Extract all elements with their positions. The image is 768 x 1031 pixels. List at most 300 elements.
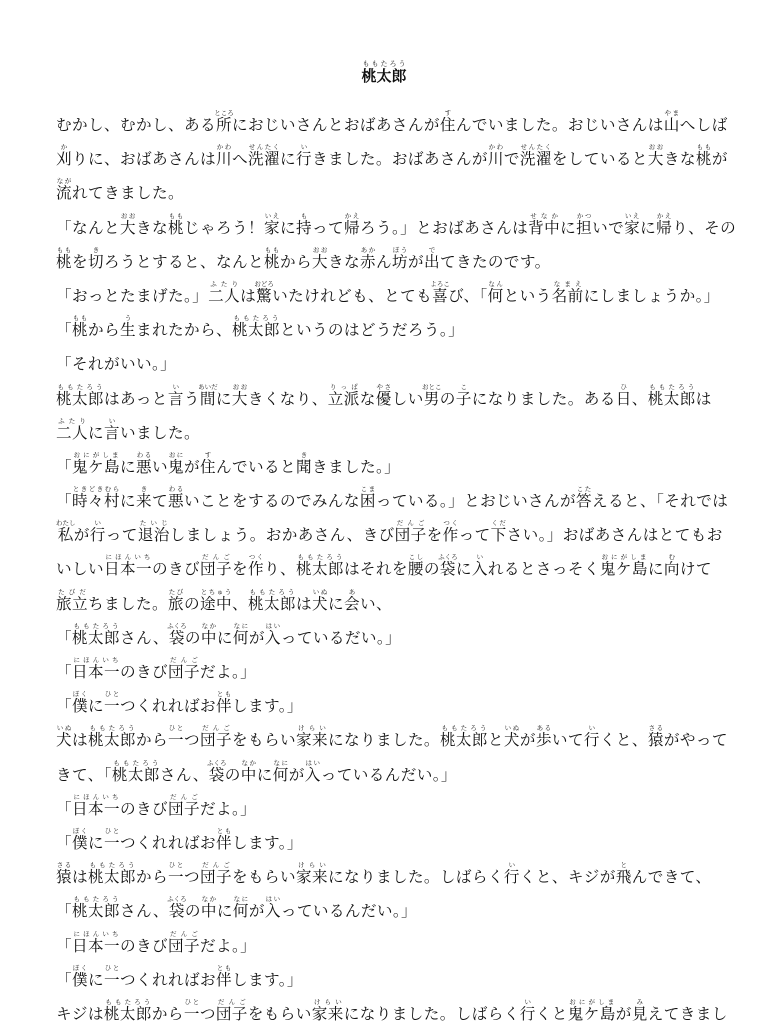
text-run: っているだい。」 (280, 628, 402, 647)
text-run: の (439, 389, 456, 408)
ruby-word (200, 895, 217, 921)
ruby-word (599, 553, 648, 579)
furigana: とちゅう (199, 587, 232, 596)
furigana: ひと (183, 997, 200, 1006)
ruby-base: 桃 (56, 252, 72, 271)
ruby-word (88, 861, 136, 887)
furigana: なか (200, 621, 217, 630)
ruby-base: 行 (503, 868, 520, 887)
text-run: ん (375, 252, 392, 271)
text-run: 「なんと (56, 218, 120, 237)
text-line (56, 929, 716, 963)
ruby-base: 私 (56, 526, 76, 545)
ruby-word (72, 450, 120, 476)
ruby-base: 袋 (167, 902, 187, 921)
ruby-base: 鬼ケ島 (599, 560, 648, 579)
text-run: の (423, 560, 440, 579)
text-run: を (426, 526, 443, 545)
text-line (56, 792, 716, 826)
furigana: にほんいち (103, 553, 152, 562)
ruby-word (199, 553, 232, 579)
ruby-base: 驚 (254, 286, 274, 305)
furigana: ひと (104, 963, 120, 972)
ruby-base: 持 (295, 218, 312, 237)
text-run: から (135, 731, 168, 750)
ruby-word (231, 314, 280, 340)
furigana: かわ (215, 143, 232, 152)
ruby-word (56, 587, 88, 613)
text-run: いことをするのでみんな (183, 492, 360, 511)
ruby-base: 刈 (56, 150, 72, 169)
furigana: かつ (576, 211, 593, 220)
text-run: 「 (56, 697, 72, 716)
ruby-word (120, 314, 136, 340)
text-run: っているんだい。」 (320, 765, 457, 784)
furigana: ふくろ (167, 621, 187, 630)
furigana: にほんいち (72, 656, 120, 664)
text-line (56, 313, 716, 347)
ruby-base: 旅 (167, 594, 184, 613)
ruby-base: 日本一 (103, 560, 152, 579)
ruby-word (183, 997, 200, 1023)
text-line (56, 382, 716, 416)
ruby-word (295, 143, 312, 169)
ruby-word (656, 211, 673, 237)
text-run: の (184, 628, 201, 647)
furigana: で (423, 245, 440, 254)
text-run: から (88, 321, 120, 340)
ruby-base: 日本一 (72, 936, 120, 955)
text-run: が (519, 731, 536, 750)
furigana: き (295, 450, 312, 459)
text-line (56, 484, 729, 518)
furigana: いえ (624, 211, 641, 220)
text-run: のきび (119, 663, 168, 681)
text-run: いしい (56, 560, 104, 579)
ruby-word (311, 245, 328, 271)
ruby-word (295, 724, 328, 750)
furigana: かえ (343, 211, 360, 220)
furigana: ひと (167, 724, 184, 733)
text-run: が (248, 628, 265, 647)
furigana: さる (647, 724, 664, 733)
text-line (56, 723, 728, 757)
text-run: になりました。しばらく (327, 868, 504, 887)
ruby-word (103, 553, 152, 579)
text-run: 「 (56, 492, 72, 511)
text-run: の (224, 765, 241, 784)
furigana: せなか (528, 211, 561, 220)
text-run: きな (327, 252, 360, 271)
text-line (56, 416, 716, 450)
furigana: こし (407, 553, 424, 562)
text-run: じゃろう！ (183, 218, 264, 237)
text-run: になりました。ある (471, 389, 616, 408)
ruby-base: 旅立 (56, 594, 88, 613)
text-run: けて (679, 560, 712, 579)
furigana: ももたろう (103, 997, 152, 1006)
ruby-base: 桃 (167, 218, 184, 237)
ruby-base: 日 (615, 389, 632, 408)
ruby-base: 大 (119, 218, 136, 237)
ruby-base: 鬼ケ島 (72, 457, 120, 476)
ruby-base: 家 (624, 218, 641, 237)
ruby-base: 桃太郎 (295, 560, 344, 579)
ruby-base: 名前 (551, 286, 584, 305)
ruby-base: 住 (199, 457, 216, 476)
text-line (56, 279, 720, 313)
text-run: さん、 (159, 765, 209, 784)
document-title (0, 60, 768, 84)
ruby-word (551, 279, 584, 305)
text-run: 「 (56, 799, 72, 818)
ruby-base: 行 (295, 150, 312, 169)
ruby-word (422, 382, 442, 408)
ruby-word (214, 109, 234, 134)
text-run: えてきまし (647, 1004, 728, 1023)
text-run: を (231, 560, 248, 579)
ruby-base: 聞 (295, 457, 312, 476)
furigana: はい (264, 621, 281, 630)
text-run: に (119, 492, 136, 511)
ruby-base: 坊 (391, 252, 408, 271)
ruby-word (167, 587, 184, 613)
furigana: いぬ (503, 724, 520, 733)
ruby-base: 僕 (72, 697, 88, 716)
text-run: に (88, 423, 104, 442)
ruby-base: 犬 (503, 731, 520, 750)
text-run: のきび (119, 936, 168, 955)
ruby-word (438, 553, 458, 579)
text-run: はそれを (343, 560, 408, 579)
text-line (56, 518, 723, 552)
text-run: きました。」 (311, 457, 401, 476)
ruby-base: 猿 (647, 731, 664, 750)
furigana: にほんいち (72, 792, 120, 801)
ruby-base: 伴 (215, 970, 232, 989)
text-run: をもらい (231, 731, 296, 750)
text-run: に (215, 389, 232, 408)
furigana: あか (359, 245, 376, 254)
text-run: くと、キジが (519, 868, 616, 887)
ruby-base: 背中 (528, 218, 561, 237)
furigana: い (295, 143, 312, 152)
ruby-word (576, 211, 593, 237)
furigana: ところ (214, 109, 234, 117)
text-run: になりました。しばらく (343, 1004, 520, 1023)
ruby-word (199, 450, 216, 476)
text-line (56, 552, 716, 586)
furigana: だんご (199, 553, 232, 562)
ruby-base: 家来 (311, 1004, 344, 1023)
furigana: わる (135, 450, 152, 459)
furigana: ももたろう (647, 382, 696, 391)
ruby-word (295, 450, 312, 476)
furigana: ぼく (72, 826, 88, 835)
furigana: りっぱ (327, 382, 360, 391)
ruby-base: 来 (135, 492, 152, 511)
text-run: 「おっとたまげた。」 (56, 286, 209, 305)
ruby-word (167, 450, 184, 476)
text-run: が (73, 526, 90, 545)
ruby-word (442, 519, 459, 545)
text-run: 「 (56, 321, 72, 340)
ruby-word (72, 656, 120, 681)
ruby-word (231, 382, 248, 408)
text-line (56, 826, 716, 860)
ruby-word (695, 143, 712, 169)
ruby-base: 会 (343, 594, 360, 613)
ruby-word (137, 519, 170, 545)
text-run: は (72, 731, 88, 750)
ruby-base: 団子 (394, 526, 427, 545)
text-run: きな (135, 218, 168, 237)
text-run: します。」 (231, 970, 303, 989)
text-line (56, 689, 716, 723)
ruby-base: 下 (490, 526, 507, 545)
ruby-base: 中 (200, 628, 217, 647)
ruby-word (615, 382, 632, 408)
furigana: ぼう (391, 245, 408, 254)
furigana: にほんいち (72, 929, 120, 938)
furigana: おにがしま (72, 450, 120, 459)
ruby-word (88, 245, 104, 271)
furigana: ももたろう (439, 724, 488, 733)
ruby-base: 言 (104, 423, 120, 442)
ruby-word (167, 929, 200, 955)
text-run: をしていると (551, 150, 648, 169)
ruby-word (519, 143, 552, 169)
text-run: から (135, 868, 168, 887)
document-body (56, 108, 737, 1031)
furigana: と (615, 861, 632, 870)
text-run: はあっと (103, 389, 168, 408)
ruby-word (89, 519, 106, 545)
furigana: ふたり (56, 416, 88, 425)
ruby-base: 桃太郎 (361, 67, 407, 85)
furigana: ひと (104, 826, 120, 835)
ruby-base: 切 (88, 252, 104, 271)
furigana: くだ (490, 519, 507, 528)
ruby-base: 中 (200, 902, 217, 921)
text-run: つくれればお (120, 970, 216, 989)
ruby-word (111, 758, 160, 784)
ruby-base: 袋 (438, 560, 458, 579)
ruby-word (215, 826, 232, 852)
ruby-base: 行 (519, 1004, 536, 1023)
ruby-word (247, 587, 296, 613)
ruby-base: 見 (631, 1004, 648, 1023)
ruby-word (200, 621, 217, 647)
text-run: っているんだい。」 (280, 902, 418, 921)
text-line (56, 347, 716, 381)
ruby-word (343, 587, 360, 613)
ruby-word (361, 60, 407, 85)
ruby-word (199, 724, 232, 750)
furigana: い (519, 997, 536, 1006)
ruby-word (72, 621, 120, 647)
text-run: になりました。 (327, 731, 440, 750)
ruby-word (423, 245, 440, 271)
furigana: いえ (263, 211, 280, 220)
furigana: む (663, 553, 680, 562)
text-run: 「 (56, 902, 72, 921)
ruby-base: 一 (183, 1004, 200, 1023)
furigana: い (503, 861, 520, 870)
text-run: まれたから、 (136, 321, 232, 340)
ruby-base: 飛 (615, 868, 632, 887)
ruby-base: 困 (359, 492, 376, 511)
furigana: だんご (199, 724, 232, 733)
furigana: なまえ (551, 279, 584, 288)
text-run: だよ。」 (199, 799, 257, 818)
text-run: をもらい (247, 1004, 312, 1023)
ruby-base: 川 (215, 150, 232, 169)
ruby-word (247, 143, 280, 169)
ruby-word (439, 724, 488, 750)
text-run: に (455, 560, 472, 579)
text-run: の (184, 902, 201, 921)
ruby-word (198, 382, 218, 408)
ruby-word (232, 895, 249, 921)
ruby-base: 桃太郎 (647, 389, 696, 408)
text-run: って (105, 526, 138, 545)
text-run: さん、 (119, 902, 169, 921)
furigana: ももたろう (72, 895, 120, 904)
furigana: ふくろ (207, 758, 227, 767)
furigana: ひ (615, 382, 632, 391)
text-run: んできて、 (631, 868, 712, 887)
furigana: せんたく (519, 143, 552, 152)
furigana: ひと (104, 690, 120, 699)
ruby-base: 一 (167, 731, 184, 750)
furigana: けらい (295, 724, 328, 733)
text-run: い、 (359, 594, 392, 613)
text-run: しましょう。おかあさん、きび (169, 526, 395, 545)
furigana: わたし (56, 519, 76, 528)
ruby-base: 桃太郎 (88, 731, 136, 750)
ruby-word (104, 826, 120, 852)
ruby-word (56, 416, 88, 442)
furigana: ふくろ (438, 553, 458, 562)
ruby-word (503, 724, 520, 750)
furigana: い (583, 724, 600, 733)
ruby-word (647, 143, 664, 169)
ruby-word (576, 485, 593, 511)
ruby-word (208, 279, 241, 305)
ruby-base: 男 (422, 389, 442, 408)
ruby-word (167, 861, 184, 887)
ruby-base: 団子 (167, 936, 200, 955)
text-line (56, 176, 716, 210)
text-run: をもらい (231, 868, 296, 887)
ruby-word (663, 553, 680, 579)
ruby-word (104, 963, 120, 989)
text-run: きな (663, 150, 696, 169)
text-line (56, 108, 728, 142)
ruby-word (104, 690, 120, 716)
ruby-base: 出 (423, 252, 440, 271)
ruby-base: 桃太郎 (247, 594, 296, 613)
ruby-word (56, 143, 72, 169)
ruby-word (295, 553, 344, 579)
ruby-word (311, 997, 344, 1023)
furigana: おに (167, 450, 184, 459)
ruby-base: 何 (232, 902, 249, 921)
text-run: が (711, 150, 728, 169)
ruby-word (167, 621, 187, 647)
furigana: ももたろう (88, 724, 136, 733)
ruby-word (56, 245, 72, 271)
ruby-word (215, 143, 232, 169)
ruby-word (167, 211, 184, 237)
ruby-word (583, 724, 600, 750)
furigana: もも (263, 245, 280, 254)
ruby-base: 二人 (56, 423, 88, 442)
ruby-base: 大 (647, 150, 664, 169)
text-run: きて、「 (56, 765, 112, 784)
text-run: の (183, 594, 200, 613)
ruby-word (503, 861, 520, 887)
furigana: たいじ (137, 519, 170, 528)
text-run: て (151, 492, 168, 511)
ruby-word (104, 416, 120, 442)
text-run: いました。 (120, 423, 200, 442)
furigana: だんご (167, 929, 200, 938)
ruby-base: 入 (264, 628, 281, 647)
ruby-base: 桃太郎 (56, 389, 104, 408)
text-run: う (183, 389, 200, 408)
ruby-word (72, 826, 88, 852)
furigana: おお (119, 211, 136, 220)
furigana: なか (200, 895, 217, 904)
furigana: こま (359, 485, 376, 494)
text-run: えると、「それでは (592, 492, 729, 511)
ruby-base: 僕 (72, 833, 88, 852)
furigana: せんたく (247, 143, 280, 152)
ruby-base: 作 (442, 526, 459, 545)
furigana: み (631, 997, 648, 1006)
furigana: す (439, 109, 456, 117)
text-line (56, 587, 716, 621)
furigana: い (89, 519, 106, 528)
text-run: いで (592, 218, 625, 237)
ruby-word (394, 519, 427, 545)
ruby-word (72, 895, 120, 921)
ruby-base: 洗濯 (519, 150, 552, 169)
text-run: から (151, 1004, 184, 1023)
ruby-word (327, 382, 360, 408)
furigana: ときどきむら (72, 485, 120, 494)
ruby-base: 桃 (263, 252, 280, 271)
text-run: で (503, 150, 520, 169)
furigana: さる (56, 861, 72, 870)
text-run: に (216, 902, 233, 921)
text-run: は (72, 868, 88, 887)
ruby-base: 歩 (535, 731, 552, 750)
ruby-word (487, 279, 504, 305)
furigana: たび (167, 587, 184, 596)
furigana: はい (264, 895, 281, 904)
ruby-base: 所 (214, 116, 234, 134)
text-run: に (647, 560, 664, 579)
text-run: 、 (631, 389, 648, 408)
furigana: おとこ (422, 382, 442, 391)
ruby-word (199, 587, 232, 613)
text-run: という (503, 286, 552, 305)
furigana: とも (215, 963, 232, 972)
ruby-base: 山 (663, 116, 680, 134)
